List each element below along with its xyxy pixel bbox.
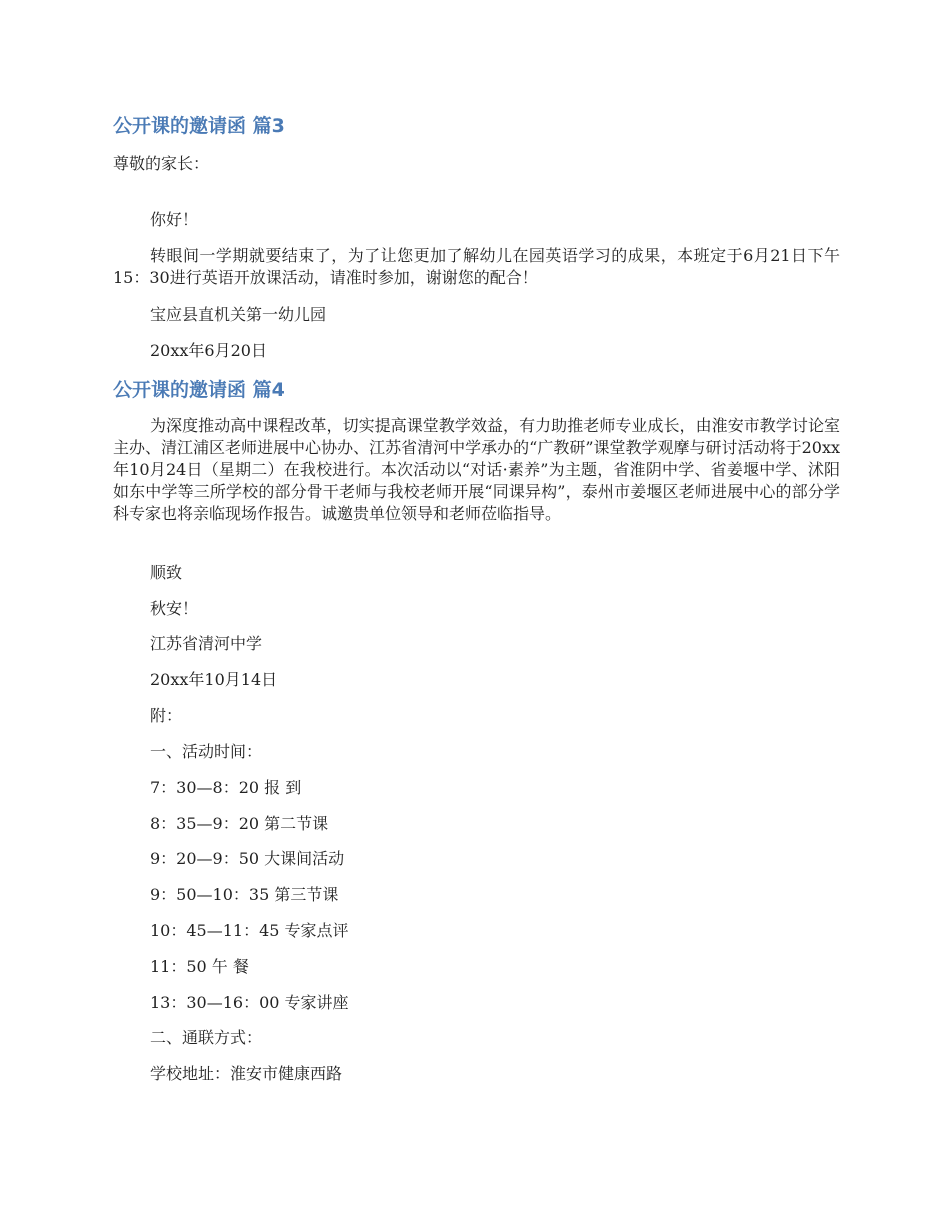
greeting: 你好！: [150, 210, 199, 229]
schedule-item: 13：30—16：00 专家讲座: [150, 993, 349, 1012]
closing-line-2: 秋安！: [150, 599, 199, 618]
schedule-item: 11：50 午 餐: [150, 957, 249, 976]
schedule-item: 7：30—8：20 报 到: [150, 778, 302, 797]
section-4-heading: 公开课的邀请函 篇4: [113, 379, 285, 401]
section-4-signature: 江苏省清河中学: [150, 634, 263, 653]
section-4-date: 20xx年10月14日: [150, 670, 278, 689]
schedule-item: 9：20—9：50 大课间活动: [150, 849, 345, 868]
contact-title: 二、通联方式：: [150, 1028, 263, 1047]
schedule-title: 一、活动时间：: [150, 742, 263, 761]
school-address: 学校地址：淮安市健康西路: [150, 1064, 343, 1083]
appendix-label: 附：: [150, 706, 183, 725]
section-4-body: 为深度推动高中课程改革，切实提高课堂教学效益，有力助推老师专业成长，由淮安市教学讨论室主办、清江浦区老师进展中心协办、江苏省清河中学承办的“广教研”课堂教学观摩与研讨活动将于20xx年10月24日（星期二）在我校进行。本次活动以“对话·素养”为主题，省淮阴中学、省姜堰中学、沭阳如东中学等三所学校的部分骨干老师与我校老师开展“同课异构”，泰州市姜堰区老师进展中心的部分学科专家也将亲临现场作报告。诚邀贵单位领导和老师莅临指导。: [113, 416, 840, 523]
schedule-item: 8：35—9：20 第二节课: [150, 814, 329, 833]
section-3-body: 转眼间一学期就要结束了，为了让您更加了解幼儿在园英语学习的成果，本班定于6月21日下午15：30进行英语开放课活动，请准时参加，谢谢您的配合！: [113, 246, 840, 287]
section-3-signature: 宝应县直机关第一幼儿园: [150, 305, 327, 324]
salutation: 尊敬的家长：: [113, 154, 210, 173]
schedule-item: 9：50—10：35 第三节课: [150, 885, 339, 904]
section-3-heading: 公开课的邀请函 篇3: [113, 115, 285, 137]
section-3-date: 20xx年6月20日: [150, 341, 267, 360]
schedule-item: 10：45—11：45 专家点评: [150, 921, 349, 940]
closing-line-1: 顺致: [150, 563, 183, 582]
